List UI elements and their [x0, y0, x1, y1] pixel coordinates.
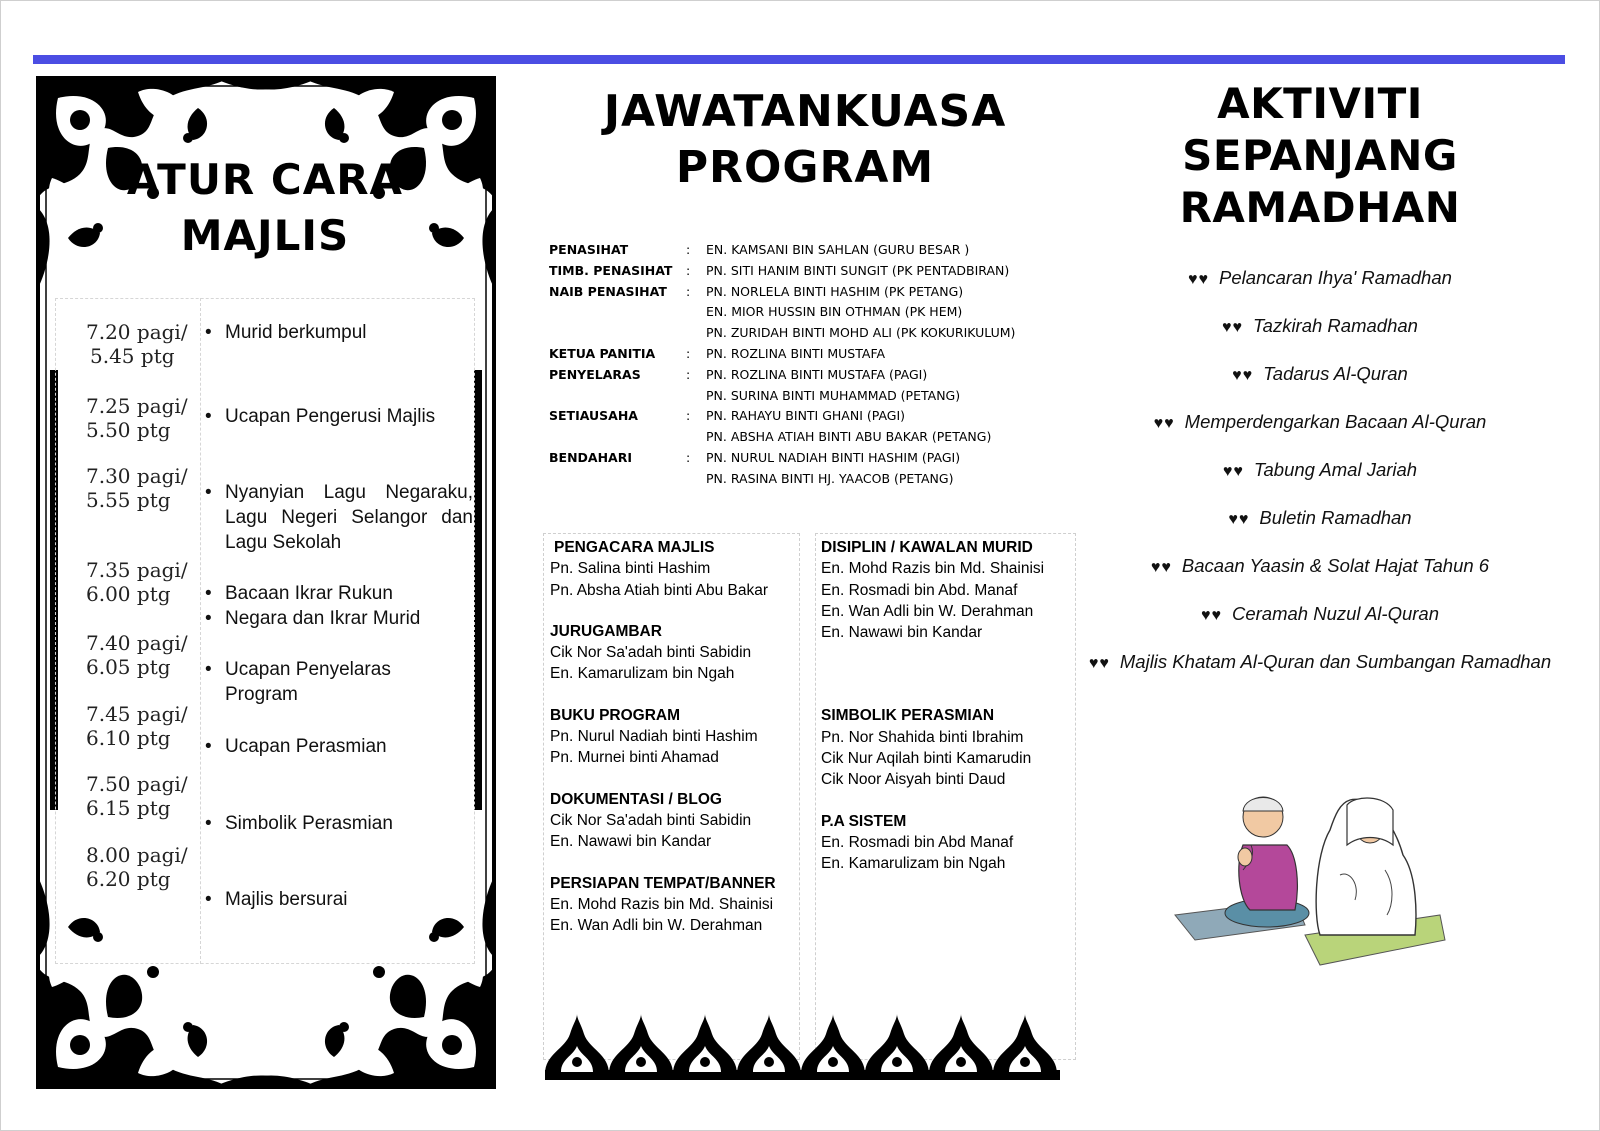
- praying-children-illustration: [1155, 775, 1455, 975]
- schedule-time: [86, 702, 198, 750]
- bullet-icon: •: [205, 482, 212, 503]
- member-name: En. Mohd Razis bin Md. Shainisi: [550, 895, 774, 913]
- time-morning: 7.25 pagi/: [86, 394, 188, 418]
- time-evening: 6.15 ptg: [86, 796, 171, 820]
- officer-role: TIMB. PENASIHAT: [549, 262, 673, 278]
- schedule-item-text: Ucapan Perasmian: [225, 736, 387, 757]
- schedule-time: [86, 772, 198, 820]
- time-morning: 7.50 pagi/: [86, 772, 188, 796]
- member-name: Cik Nor Sa'adah binti Sabidin: [550, 644, 752, 662]
- committee-title: [560, 84, 1050, 196]
- group-heading: DOKUMENTASI / BLOG: [550, 790, 722, 808]
- officer-role: PENYELARAS: [549, 366, 641, 382]
- schedule-item-text: Nyanyian Lagu Negaraku,: [225, 482, 473, 503]
- officer-row: [549, 261, 1069, 282]
- officer-separator: [686, 302, 706, 323]
- activity-item: [1080, 649, 1560, 697]
- officer-name: PN. SITI HANIM BINTI SUNGIT (PK PENTADBIRAN): [706, 262, 1010, 278]
- schedule-item-text: Murid berkumpul: [225, 322, 367, 343]
- officer-role: [549, 323, 686, 344]
- schedule-item-text: Program: [225, 684, 298, 705]
- bullet-icon: •: [205, 322, 212, 343]
- schedule-item: [205, 404, 473, 429]
- time-morning: 7.35 pagi/: [86, 558, 188, 582]
- activity-text: Buletin Ramadhan: [1259, 507, 1412, 528]
- schedule-item-text: Negara dan Ikrar Murid: [225, 608, 421, 629]
- schedule-time: [86, 843, 198, 891]
- group-heading: JURUGAMBAR: [550, 622, 662, 640]
- member-name: Cik Nur Aqilah binti Kamarudin: [821, 750, 1032, 768]
- activity-text: Tadarus Al-Quran: [1263, 363, 1408, 384]
- schedule-item-text: Lagu Negeri Selangor dan: [225, 507, 473, 528]
- activity-item: [1080, 601, 1560, 649]
- committee-group: [550, 873, 802, 937]
- officer-separator: :: [686, 449, 691, 465]
- schedule-item: [205, 887, 473, 912]
- time-evening: 5.55 ptg: [86, 488, 171, 512]
- bullet-icon: •: [205, 608, 212, 629]
- member-name: En. Wan Adli bin W. Derahman: [821, 602, 1034, 620]
- activity-text: Pelancaran Ihya' Ramadhan: [1219, 267, 1452, 288]
- activity-item: [1080, 457, 1560, 505]
- schedule-time: [86, 394, 198, 442]
- committee-group: [550, 789, 802, 853]
- activity-item: [1080, 409, 1560, 457]
- group-heading: PENGACARA MAJLIS: [554, 539, 715, 556]
- officer-row: [549, 386, 1069, 407]
- activities-title-line1: AKTIVITI SEPANJANG: [1182, 79, 1458, 180]
- schedule-title: [100, 152, 430, 264]
- officer-separator: [686, 386, 706, 407]
- officer-name: PN. NURUL NADIAH BINTI HASHIM (PAGI): [706, 449, 961, 465]
- officer-separator: :: [686, 283, 691, 299]
- member-name: En. Kamarulizam bin Ngah: [550, 665, 735, 683]
- time-evening: 5.45 ptg: [90, 344, 175, 368]
- activities-title-line2: RAMADHAN: [1179, 183, 1461, 232]
- schedule-time: [86, 558, 198, 606]
- activity-text: Memperdengarkan Bacaan Al-Quran: [1184, 411, 1487, 432]
- time-evening: 6.00 ptg: [86, 582, 171, 606]
- bullet-icon: •: [205, 406, 212, 427]
- member-name: En. Kamarulizam bin Ngah: [821, 855, 1006, 873]
- schedule-item-text: Ucapan Pengerusi Majlis: [225, 406, 436, 427]
- bullet-icon: •: [205, 659, 212, 680]
- member-name: Pn. Murnei binti Ahamad: [550, 749, 719, 767]
- officer-row: [549, 448, 1069, 469]
- officer-name: PN. SURINA BINTI MUHAMMAD (PETANG): [706, 387, 961, 403]
- schedule-title-line1: ATUR CARA: [126, 155, 404, 204]
- activity-text: Ceramah Nuzul Al-Quran: [1231, 603, 1439, 624]
- schedule-item: [205, 657, 473, 707]
- officer-separator: :: [686, 408, 691, 424]
- officer-separator: :: [686, 345, 691, 361]
- schedule-item: [205, 480, 473, 555]
- member-name: Cik Nor Sa'adah binti Sabidin: [550, 811, 752, 829]
- time-morning: 7.30 pagi/: [86, 464, 188, 488]
- officer-separator: [686, 469, 706, 490]
- schedule-item-text: Ucapan Penyelaras: [225, 659, 391, 680]
- bullet-icon: •: [205, 889, 212, 910]
- officer-role: [549, 302, 686, 323]
- schedule-title-line2: MAJLIS: [180, 211, 350, 260]
- committee-title-line1: JAWATANKUASA: [603, 86, 1007, 137]
- time-evening: 6.10 ptg: [86, 726, 171, 750]
- officer-name: PN. NORLELA BINTI HASHIM (PK PETANG): [706, 283, 964, 299]
- time-evening: 5.50 ptg: [86, 418, 171, 442]
- group-heading: P.A SISTEM: [821, 812, 907, 830]
- time-evening: 6.20 ptg: [86, 867, 171, 891]
- bullet-icon: •: [205, 813, 212, 834]
- officer-name: PN. ZURIDAH BINTI MOHD ALI (PK KOKURIKULUM): [706, 325, 1016, 341]
- officer-role: BENDAHARI: [549, 449, 632, 465]
- officer-separator: [686, 323, 706, 344]
- officer-separator: :: [686, 366, 691, 382]
- committee-group: [550, 537, 802, 601]
- hearts-icon: ♥♥: [1188, 271, 1210, 288]
- hearts-icon: ♥♥: [1222, 319, 1244, 336]
- schedule-item-text: Bacaan Ikrar Rukun: [225, 583, 393, 604]
- committee-group: [550, 705, 802, 769]
- activity-text: Majlis Khatam Al-Quran dan Sumbangan Ramadhan: [1119, 651, 1552, 672]
- officer-list: [549, 240, 1069, 490]
- bullet-icon: •: [205, 583, 212, 604]
- officer-separator: :: [686, 242, 691, 257]
- member-name: Pn. Nor Shahida binti Ibrahim: [821, 728, 1024, 746]
- member-name: En. Nawawi bin Kandar: [821, 624, 983, 642]
- schedule-column-divider: [200, 298, 201, 964]
- committee-title-line2: PROGRAM: [675, 142, 935, 193]
- activity-text: Bacaan Yaasin & Solat Hajat Tahun 6: [1181, 555, 1490, 576]
- activity-text: Tabung Amal Jariah: [1253, 459, 1418, 480]
- hearts-icon: ♥♥: [1228, 511, 1250, 528]
- member-name: Cik Noor Aisyah binti Daud: [821, 771, 1006, 789]
- officer-row: [549, 282, 1069, 303]
- activity-item: [1080, 361, 1560, 409]
- officer-role: [549, 469, 686, 490]
- member-name: En. Nawawi bin Kandar: [550, 833, 712, 851]
- schedule-item-text: Majlis bersurai: [225, 889, 348, 910]
- officer-name: PN. ROZLINA BINTI MUSTAFA: [706, 345, 886, 361]
- time-morning: 7.20 pagi/: [86, 320, 188, 344]
- committee-group: [550, 621, 802, 685]
- schedule-item: [205, 320, 473, 345]
- blue-header-rule: [33, 55, 1565, 64]
- member-name: Pn. Absha Atiah binti Abu Bakar: [550, 581, 769, 599]
- group-heading: SIMBOLIK PERASMIAN: [821, 707, 995, 725]
- time-morning: 8.00 pagi/: [86, 843, 188, 867]
- officer-name: PN. ROZLINA BINTI MUSTAFA (PAGI): [706, 366, 928, 382]
- officer-role: SETIAUSAHA: [549, 408, 638, 424]
- officer-separator: :: [686, 262, 691, 278]
- schedule-item: [205, 811, 473, 836]
- committee-group: [821, 705, 1073, 790]
- bullet-icon: •: [205, 736, 212, 757]
- schedule-item-text: Lagu Sekolah: [225, 532, 342, 553]
- activity-item: [1080, 505, 1560, 553]
- officer-row: [549, 469, 1069, 490]
- activity-item: [1080, 313, 1560, 361]
- group-heading: PERSIAPAN TEMPAT/BANNER: [550, 874, 776, 892]
- member-name: En. Wan Adli bin W. Derahman: [550, 917, 763, 935]
- activity-text: Tazkirah Ramadhan: [1253, 315, 1418, 336]
- committee-right-column: [821, 537, 1073, 895]
- member-name: Pn. Salina binti Hashim: [550, 560, 711, 578]
- hearts-icon: ♥♥: [1150, 559, 1172, 576]
- committee-left-column: [550, 537, 802, 956]
- officer-name: PN. RASINA BINTI HJ. YAACOB (PETANG): [706, 470, 954, 486]
- time-evening: 6.05 ptg: [86, 655, 171, 679]
- officer-name: PN. ABSHA ATIAH BINTI ABU BAKAR (PETANG): [706, 429, 992, 445]
- hearts-icon: ♥♥: [1153, 415, 1175, 432]
- officer-row: [549, 344, 1069, 365]
- schedule-item: [205, 581, 473, 631]
- hearts-icon: ♥♥: [1232, 367, 1254, 384]
- time-morning: 7.45 pagi/: [86, 702, 188, 726]
- officer-row: [549, 240, 1069, 261]
- hearts-icon: ♥♥: [1088, 655, 1110, 672]
- member-name: En. Rosmadi bin Abd Manaf: [821, 833, 1014, 851]
- member-name: En. Rosmadi bin Abd. Manaf: [821, 581, 1018, 599]
- officer-row: [549, 302, 1069, 323]
- officer-row: [549, 323, 1069, 344]
- activity-item: [1080, 265, 1560, 313]
- officer-name: EN. KAMSANI BIN SAHLAN (GURU BESAR ): [706, 242, 970, 257]
- schedule-time: [86, 464, 198, 512]
- schedule-time: [86, 320, 198, 368]
- officer-name: EN. MIOR HUSSIN BIN OTHMAN (PK HEM): [706, 304, 963, 320]
- committee-group: [821, 537, 1073, 643]
- officer-role: [549, 386, 686, 407]
- officer-name: PN. RAHAYU BINTI GHANI (PAGI): [706, 408, 906, 424]
- hearts-icon: ♥♥: [1222, 463, 1244, 480]
- arabesque-border: [545, 1010, 1060, 1080]
- schedule-time: [86, 631, 198, 679]
- activities-list: [1080, 265, 1560, 697]
- hearts-icon: ♥♥: [1200, 607, 1222, 624]
- group-heading: BUKU PROGRAM: [550, 706, 681, 724]
- officer-row: [549, 406, 1069, 427]
- officer-separator: [686, 427, 706, 448]
- group-heading: DISIPLIN / KAWALAN MURID: [821, 539, 1033, 556]
- activity-item: [1080, 553, 1560, 601]
- officer-row: [549, 427, 1069, 448]
- officer-role: [549, 427, 686, 448]
- member-name: En. Mohd Razis bin Md. Shainisi: [821, 560, 1045, 578]
- activities-title: [1090, 78, 1550, 234]
- schedule-item-text: Simbolik Perasmian: [225, 813, 393, 834]
- officer-row: [549, 365, 1069, 386]
- committee-group: [821, 811, 1073, 875]
- time-morning: 7.40 pagi/: [86, 631, 188, 655]
- officer-role: NAIB PENASIHAT: [549, 283, 667, 299]
- officer-role: KETUA PANITIA: [549, 345, 656, 361]
- officer-role: PENASIHAT: [549, 242, 629, 257]
- schedule-item: [205, 734, 473, 759]
- member-name: Pn. Nurul Nadiah binti Hashim: [550, 728, 758, 746]
